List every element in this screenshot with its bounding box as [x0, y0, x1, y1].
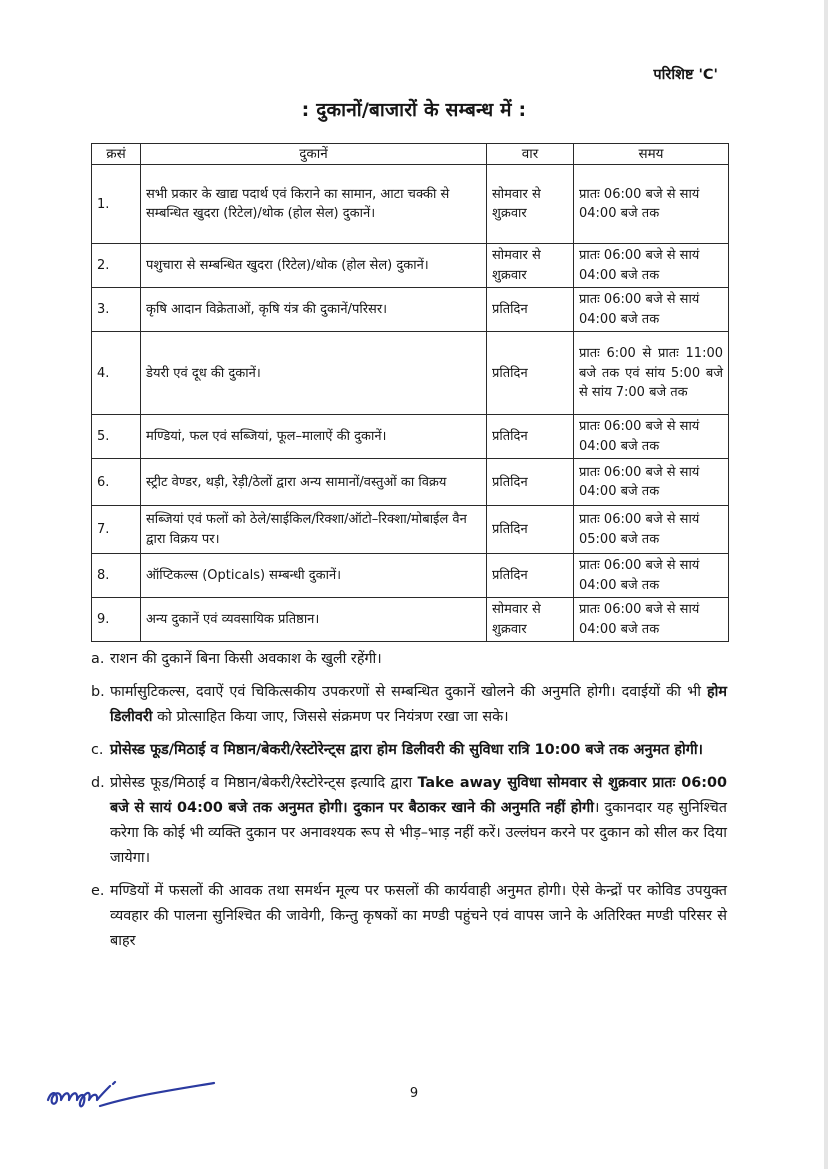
- table-row: [92, 459, 729, 506]
- row-time: प्रातः 06:00 बजे से सायं 04:00 बजे तक: [574, 598, 729, 642]
- note-d-bold: Take away सुविधा सोमवार से शुक्रवार प्रातः 06:00 बजे से सायं 04:00 बजे तक अनुमत होगी। दुकान पर बैठाकर खाने की अनुमति नहीं होगी: [110, 775, 728, 816]
- row-serial: 4.: [92, 332, 141, 415]
- schedule-table: [91, 143, 729, 642]
- page-heading: : दुकानों/बाजारों के सम्बन्ध में :: [301, 99, 527, 121]
- table-row: [92, 415, 729, 459]
- row-serial: 5.: [92, 415, 141, 459]
- row-serial: 3.: [92, 288, 141, 332]
- header-serial: क्रसं: [92, 144, 141, 165]
- note-b-part1: फार्मासुटिकल्स, दवाऐं एवं चिकित्सकीय उपकरणों से सम्बन्धित दुकानें खोलने की अनुमति होगी। दवाईयों की भी: [110, 684, 708, 700]
- row-days: प्रतिदिन: [487, 332, 574, 415]
- note-letter: b.: [91, 684, 105, 700]
- header-days: वार: [487, 144, 574, 165]
- note-text: [110, 680, 727, 730]
- note-d-part2: । दुकानदार यह सुनिश्चित करेगा कि कोई भी व्यक्ति दुकान पर अनावश्यक रूप से भीड़–भाड़ नहीं करें। उल्लंघन करने पर दुकान को सील कर दिया जायेगा।: [110, 800, 727, 866]
- row-serial: 8.: [92, 554, 141, 598]
- note-e: [91, 879, 727, 954]
- note-letter: a.: [91, 651, 105, 667]
- note-c: [91, 738, 727, 763]
- row-time: प्रातः 06:00 बजे से सायं 04:00 बजे तक: [574, 165, 729, 244]
- row-days: प्रतिदिन: [487, 554, 574, 598]
- row-days: सोमवार से शुक्रवार: [487, 244, 574, 288]
- row-time: प्रातः 06:00 बजे से सायं 04:00 बजे तक: [574, 415, 729, 459]
- row-shops: सब्जियां एवं फलों को ठेले/साईकिल/रिक्शा/ऑटो–रिक्शा/मोबाईल वैन द्वारा विक्रय पर।: [141, 506, 487, 554]
- table-header-row: [92, 144, 729, 165]
- row-time: प्रातः 6:00 से प्रातः 11:00 बजे तक एवं सांय 5:00 बजे से सांय 7:00 बजे तक: [574, 332, 729, 415]
- header-time: समय: [574, 144, 729, 165]
- note-d-part1: प्रोसेस्ड फूड/मिठाई व मिष्ठान/बेकरी/रेस्टोरेन्ट्स इत्यादि द्वारा: [110, 775, 418, 791]
- row-days: सोमवार से शुक्रवार: [487, 165, 574, 244]
- note-d: [91, 771, 727, 871]
- note-b: [91, 680, 727, 730]
- note-text: मण्डियों में फसलों की आवक तथा समर्थन मूल्य पर फसलों की कार्यवाही अनुमत होगी। ऐसे केन्द्रों पर कोविड उपयुक्त व्यवहार की पालना सुनिश्चित की जावेगी, किन्तु कृषकों का मण्डी पहुंचने एवं वापस जाने के अतिरिक्त मण्डी परिसर से बाहर: [110, 883, 727, 949]
- row-days: प्रतिदिन: [487, 506, 574, 554]
- row-shops: कृषि आदान विक्रेताओं, कृषि यंत्र की दुकानें/परिसर।: [141, 288, 487, 332]
- row-serial: 9.: [92, 598, 141, 642]
- header-shops: दुकानें: [141, 144, 487, 165]
- row-serial: 6.: [92, 459, 141, 506]
- note-text: राशन की दुकानें बिना किसी अवकाश के खुली रहेंगी।: [110, 651, 382, 667]
- row-days: सोमवार से शुक्रवार: [487, 598, 574, 642]
- note-b-part2: को प्रोत्साहित किया जाए, जिससे संक्रमण पर नियंत्रण रखा जा सके।: [152, 709, 509, 725]
- table-row: [92, 506, 729, 554]
- note-letter: d.: [91, 775, 105, 791]
- row-time: प्रातः 06:00 बजे से सायं 05:00 बजे तक: [574, 506, 729, 554]
- note-letter: c.: [91, 742, 104, 758]
- table-row: [92, 165, 729, 244]
- row-shops: डेयरी एवं दूध की दुकानें।: [141, 332, 487, 415]
- annex-label: परिशिष्ट 'C': [653, 67, 718, 83]
- page-edge: [824, 0, 828, 1169]
- row-time: प्रातः 06:00 बजे से सायं 04:00 बजे तक: [574, 288, 729, 332]
- row-serial: 2.: [92, 244, 141, 288]
- table-row: [92, 288, 729, 332]
- row-serial: 1.: [92, 165, 141, 244]
- row-time: प्रातः 06:00 बजे से सायं 04:00 बजे तक: [574, 554, 729, 598]
- row-shops: मण्डियां, फल एवं सब्जियां, फूल–मालाऐं की दुकानें।: [141, 415, 487, 459]
- table-row: [92, 244, 729, 288]
- page-number: 9: [409, 1086, 419, 1101]
- note-b-bold: होम डिलीवरी: [110, 684, 727, 725]
- row-shops: अन्य दुकानें एवं व्यवसायिक प्रतिष्ठान।: [141, 598, 487, 642]
- note-letter: e.: [91, 883, 105, 899]
- table-row: [92, 554, 729, 598]
- row-serial: 7.: [92, 506, 141, 554]
- row-days: प्रतिदिन: [487, 415, 574, 459]
- notes-list: [91, 647, 727, 962]
- row-shops: पशुचारा से सम्बन्धित खुदरा (रिटेल)/थोक (होल सेल) दुकानें।: [141, 244, 487, 288]
- row-shops: स्ट्रीट वेण्डर, थड़ी, रेड़ी/ठेलों द्वारा अन्य सामानों/वस्तुओं का विक्रय: [141, 459, 487, 506]
- row-time: प्रातः 06:00 बजे से सायं 04:00 बजे तक: [574, 459, 729, 506]
- table-row: [92, 598, 729, 642]
- row-days: प्रतिदिन: [487, 288, 574, 332]
- note-c-bold: प्रोसेस्ड फूड/मिठाई व मिष्ठान/बेकरी/रेस्टोरेन्ट्स द्वारा होम डिलीवरी की सुविधा रात्रि 10:00 बजे तक अनुमत होगी।: [110, 742, 703, 758]
- note-a: [91, 647, 727, 672]
- row-time: प्रातः 06:00 बजे से सायं 04:00 बजे तक: [574, 244, 729, 288]
- row-days: प्रतिदिन: [487, 459, 574, 506]
- row-shops: सभी प्रकार के खाद्य पदार्थ एवं किराने का सामान, आटा चक्की से सम्बन्धित खुदरा (रिटेल)/थोक (होल सेल) दुकानें।: [141, 165, 487, 244]
- row-shops: ऑप्टिकल्स (Opticals) सम्बन्धी दुकानें।: [141, 554, 487, 598]
- note-text: [110, 771, 727, 871]
- table-row: [92, 332, 729, 415]
